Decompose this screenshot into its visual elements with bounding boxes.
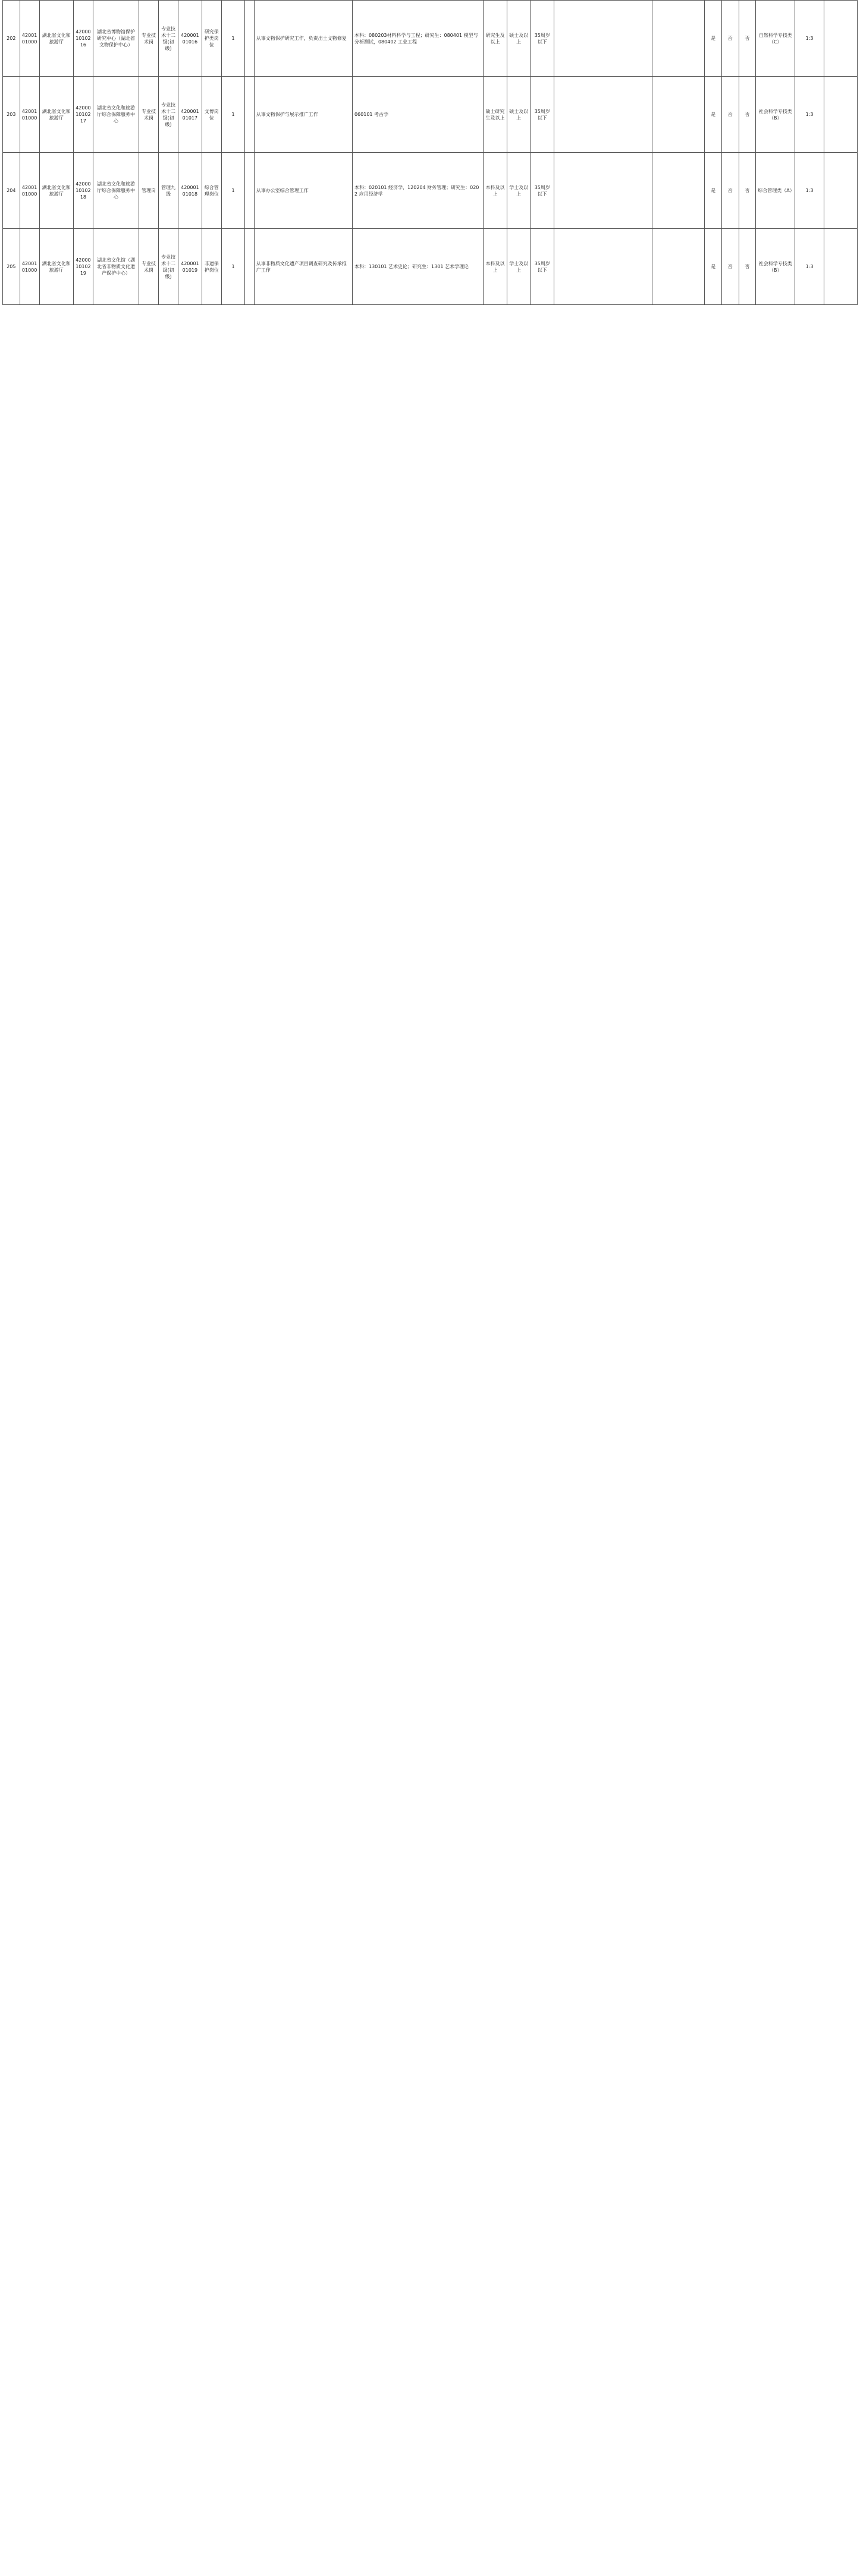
recruitment-table bbox=[2, 0, 858, 305]
unit-name: 湖北省文化和旅游厅综合保障服务中心 bbox=[93, 153, 139, 229]
flag-3: 否 bbox=[739, 77, 756, 153]
post-type: 管理岗 bbox=[139, 153, 159, 229]
post-name: 文博岗位 bbox=[202, 77, 221, 153]
flag-1: 是 bbox=[705, 229, 722, 305]
spacer bbox=[245, 229, 254, 305]
post-duty: 从事非物质文化遗产项目调查研究及传承推广工作 bbox=[254, 229, 352, 305]
department-name: 湖北省文化和旅游厅 bbox=[39, 77, 73, 153]
department-code: 4200101000 bbox=[20, 229, 39, 305]
recruit-count: 1 bbox=[221, 229, 245, 305]
flag-3: 否 bbox=[739, 229, 756, 305]
required-major: 本科：080203材料科学与工程；研究生：080401 模型与分析测试，080402 工业工程 bbox=[352, 1, 483, 77]
recruit-count: 1 bbox=[221, 77, 245, 153]
education: 本科及以上 bbox=[484, 229, 507, 305]
other-requirements bbox=[554, 77, 652, 153]
row-number: 204 bbox=[3, 153, 20, 229]
education: 本科及以上 bbox=[484, 153, 507, 229]
unit-code: 420001010217 bbox=[73, 77, 93, 153]
interview-ratio: 1:3 bbox=[795, 153, 824, 229]
post-type: 专业技术岗 bbox=[139, 77, 159, 153]
post-duty: 从事办公室综合管理工作 bbox=[254, 153, 352, 229]
interview-ratio: 1:3 bbox=[795, 77, 824, 153]
end-cell bbox=[824, 77, 857, 153]
unit-name: 湖北省文化和旅游厅综合保障服务中心 bbox=[93, 77, 139, 153]
spacer bbox=[245, 77, 254, 153]
department-name: 湖北省文化和旅游厅 bbox=[39, 1, 73, 77]
unit-code: 420001010219 bbox=[73, 229, 93, 305]
post-level: 专业技术十二级(初级) bbox=[159, 1, 178, 77]
degree: 硕士及以上 bbox=[507, 77, 531, 153]
post-duty: 从事文物保护研究工作，负责出土文物修复 bbox=[254, 1, 352, 77]
post-level: 专业技术十二级(初级) bbox=[159, 229, 178, 305]
department-code: 4200101000 bbox=[20, 77, 39, 153]
post-code: 42000101016 bbox=[178, 1, 202, 77]
age-limit: 35周岁以下 bbox=[531, 1, 554, 77]
department-name: 湖北省文化和旅游厅 bbox=[39, 153, 73, 229]
flag-1: 是 bbox=[705, 77, 722, 153]
remarks bbox=[652, 153, 705, 229]
department-name: 湖北省文化和旅游厅 bbox=[39, 229, 73, 305]
other-requirements bbox=[554, 229, 652, 305]
table-row bbox=[3, 1, 858, 77]
post-code: 42000101019 bbox=[178, 229, 202, 305]
unit-code: 420001010218 bbox=[73, 153, 93, 229]
end-cell bbox=[824, 1, 857, 77]
table-body bbox=[3, 1, 858, 305]
interview-ratio: 1:3 bbox=[795, 1, 824, 77]
flag-3: 否 bbox=[739, 153, 756, 229]
remarks bbox=[652, 229, 705, 305]
table-row bbox=[3, 153, 858, 229]
age-limit: 35周岁以下 bbox=[531, 153, 554, 229]
post-code: 42000101017 bbox=[178, 77, 202, 153]
recruit-count: 1 bbox=[221, 1, 245, 77]
post-level: 管理九级 bbox=[159, 153, 178, 229]
flag-2: 否 bbox=[721, 153, 739, 229]
table-row bbox=[3, 229, 858, 305]
post-type: 专业技术岗 bbox=[139, 229, 159, 305]
flag-3: 否 bbox=[739, 1, 756, 77]
row-number: 205 bbox=[3, 229, 20, 305]
unit-code: 420001010216 bbox=[73, 1, 93, 77]
flag-2: 否 bbox=[721, 229, 739, 305]
recruit-count: 1 bbox=[221, 153, 245, 229]
post-type: 专业技术岗 bbox=[139, 1, 159, 77]
degree: 学士及以上 bbox=[507, 229, 531, 305]
education: 硕士研究生及以上 bbox=[484, 77, 507, 153]
flag-1: 是 bbox=[705, 1, 722, 77]
remarks bbox=[652, 77, 705, 153]
other-requirements bbox=[554, 153, 652, 229]
remarks bbox=[652, 1, 705, 77]
unit-name: 湖北省文化馆（湖北省非物质文化遗产保护中心） bbox=[93, 229, 139, 305]
flag-2: 否 bbox=[721, 1, 739, 77]
exam-category: 社会科学专技类（B） bbox=[756, 229, 795, 305]
unit-name: 湖北省博物馆保护研究中心（湖北省文物保护中心） bbox=[93, 1, 139, 77]
exam-category: 社会科学专技类（B） bbox=[756, 77, 795, 153]
flag-2: 否 bbox=[721, 77, 739, 153]
other-requirements bbox=[554, 1, 652, 77]
post-duty: 从事文物保护与展示推广工作 bbox=[254, 77, 352, 153]
exam-category: 综合管理类（A） bbox=[756, 153, 795, 229]
spacer bbox=[245, 153, 254, 229]
post-level: 专业技术十二级(初级) bbox=[159, 77, 178, 153]
department-code: 4200101000 bbox=[20, 153, 39, 229]
flag-1: 是 bbox=[705, 153, 722, 229]
required-major: 本科：130101 艺术史论；研究生：1301 艺术学理论 bbox=[352, 229, 483, 305]
exam-category: 自然科学专技类（C） bbox=[756, 1, 795, 77]
age-limit: 35周岁以下 bbox=[531, 229, 554, 305]
required-major: 060101 考古学 bbox=[352, 77, 483, 153]
spacer bbox=[245, 1, 254, 77]
degree: 硕士及以上 bbox=[507, 1, 531, 77]
post-name: 研究保护类岗位 bbox=[202, 1, 221, 77]
age-limit: 35周岁以下 bbox=[531, 77, 554, 153]
education: 研究生及以上 bbox=[484, 1, 507, 77]
degree: 学士及以上 bbox=[507, 153, 531, 229]
end-cell bbox=[824, 229, 857, 305]
department-code: 4200101000 bbox=[20, 1, 39, 77]
row-number: 203 bbox=[3, 77, 20, 153]
post-name: 综合管理岗位 bbox=[202, 153, 221, 229]
interview-ratio: 1:3 bbox=[795, 229, 824, 305]
table-row bbox=[3, 77, 858, 153]
end-cell bbox=[824, 153, 857, 229]
post-name: 非遗保护岗位 bbox=[202, 229, 221, 305]
recruitment-table-sheet bbox=[2, 0, 859, 2576]
post-code: 42000101018 bbox=[178, 153, 202, 229]
required-major: 本科：020101 经济学，120204 财务管理；研究生：0202 应用经济学 bbox=[352, 153, 483, 229]
row-number: 202 bbox=[3, 1, 20, 77]
